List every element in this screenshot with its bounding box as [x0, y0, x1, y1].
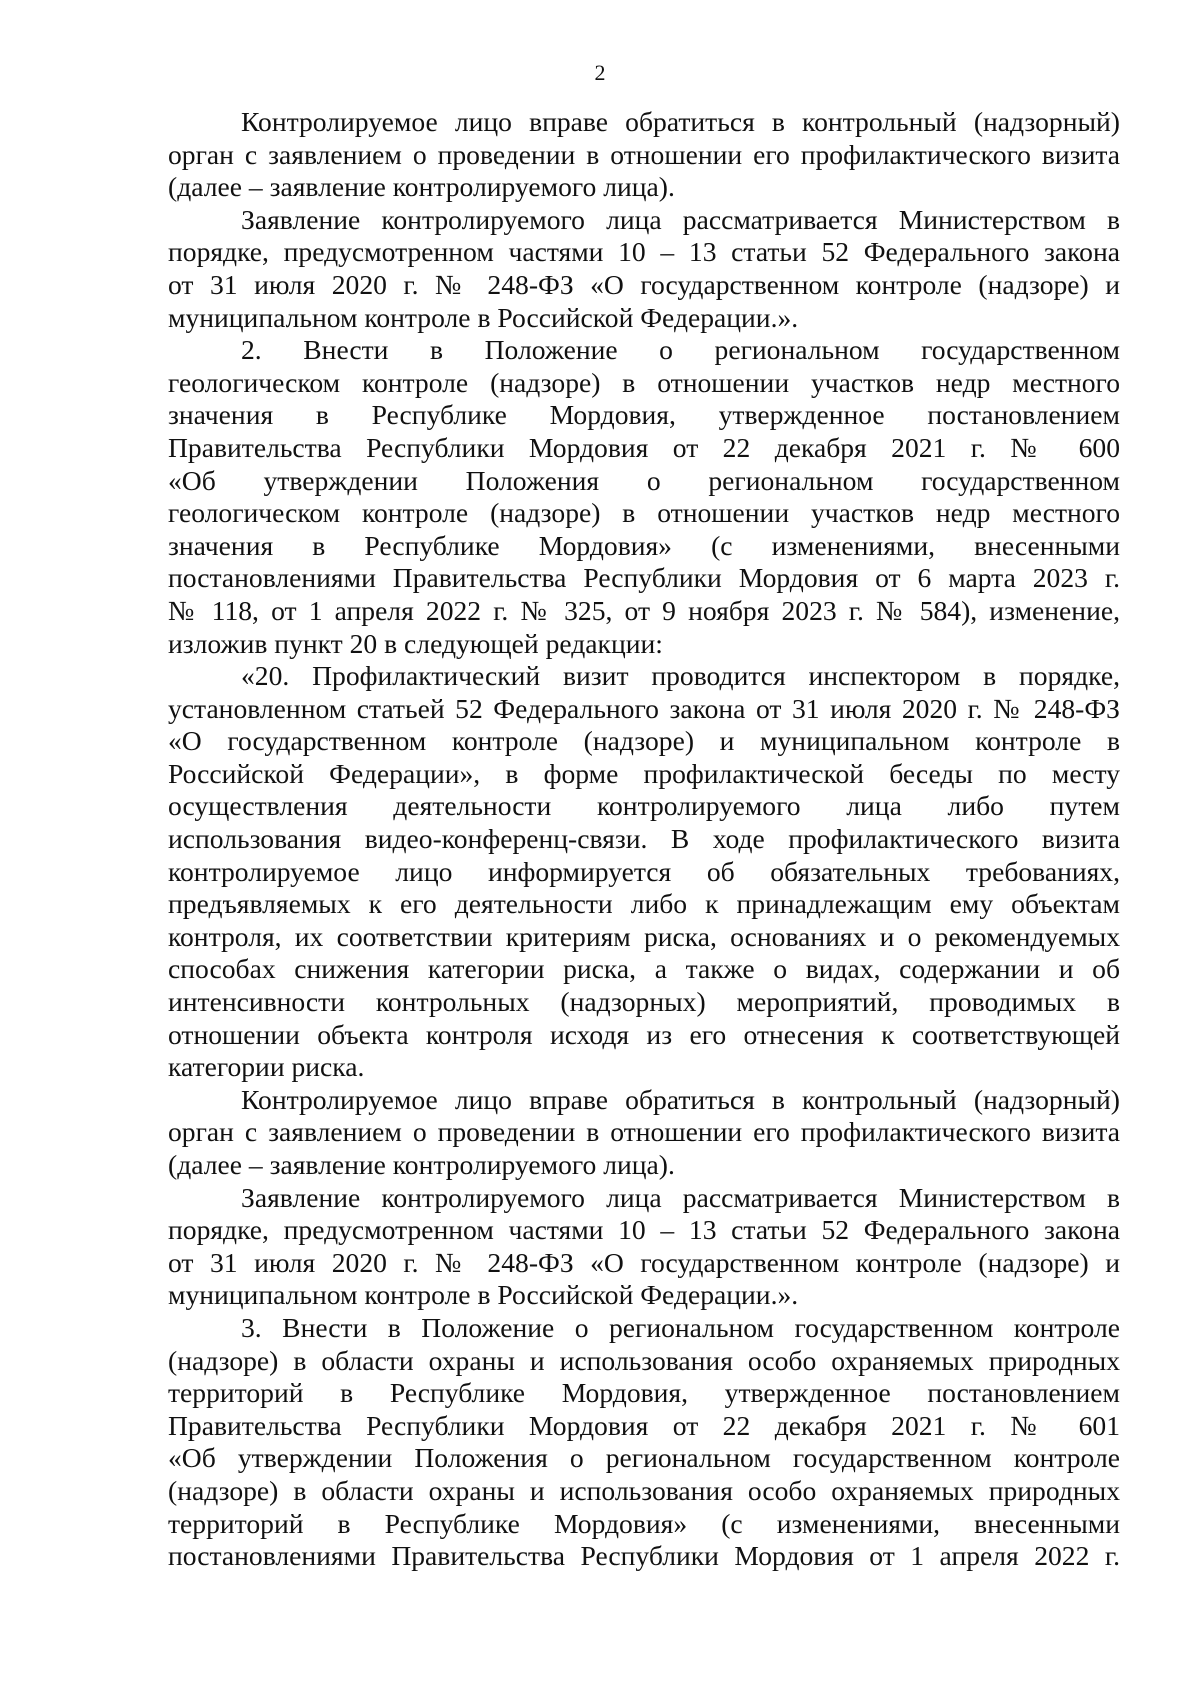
text-line: постановлениями Правительства Республики Мордовия от 1 апреля 2022 г. — [168, 1540, 1120, 1572]
text-line: территорий в Республике Мордовия» (с изменениями, внесенными — [168, 1507, 1120, 1539]
text-line: использования видео-конференц-связи. В ходе профилактического визита — [168, 823, 1120, 855]
text-line: орган с заявлением о проведении в отношении его профилактического визита — [168, 138, 1120, 170]
text-line: отношении объекта контроля исходя из его отнесения к соответствующей — [168, 1018, 1120, 1050]
document-body — [168, 106, 1120, 1573]
text-line: изложив пункт 20 в следующей редакции: — [168, 627, 663, 659]
text-line: муниципальном контроле в Российской Федерации.». — [168, 1279, 799, 1311]
text-line: Правительства Республики Мордовия от 22 декабря 2021 г. № 600 — [168, 431, 1120, 463]
text-line: способах снижения категории риска, а также о видах, содержании и об — [168, 953, 1120, 985]
text-line: установленном статьей 52 Федерального закона от 31 июля 2020 г. № 248-ФЗ — [168, 692, 1120, 724]
text-line: предъявляемых к его деятельности либо к принадлежащим ему объектам — [168, 888, 1120, 920]
text-line: Правительства Республики Мордовия от 22 декабря 2021 г. № 601 — [168, 1409, 1120, 1441]
text-line: значения в Республике Мордовия, утвержденное постановлением — [168, 399, 1120, 431]
text-line: Контролируемое лицо вправе обратиться в контрольный (надзорный) — [241, 106, 1120, 137]
text-line: контроля, их соответствии критериям риска, основаниях и о рекомендуемых — [168, 920, 1120, 952]
text-line: 2. Внести в Положение о региональном государственном — [241, 334, 1120, 366]
text-line: категории риска. — [168, 1051, 365, 1083]
text-line: осуществления деятельности контролируемого лица либо путем — [168, 790, 1120, 822]
text-line: (надзоре) в области охраны и использования особо охраняемых природных — [168, 1344, 1120, 1376]
text-line: интенсивности контрольных (надзорных) мероприятий, проводимых в — [168, 986, 1120, 1018]
text-line: (далее – заявление контролируемого лица). — [168, 1149, 675, 1180]
text-line: орган с заявлением о проведении в отношении его профилактического визита — [168, 1116, 1120, 1148]
text-line: «Об утверждении Положения о региональном государственном контроле — [168, 1442, 1120, 1474]
text-line: порядке, предусмотренном частями 10 – 13 статьи 52 Федерального закона — [168, 1214, 1120, 1246]
text-line: контролируемое лицо информируется об обязательных требованиях, — [168, 855, 1120, 887]
text-line: порядке, предусмотренном частями 10 – 13 статьи 52 Федерального закона — [168, 236, 1120, 268]
text-line: (далее – заявление контролируемого лица). — [168, 171, 675, 203]
page-number: 2 — [594, 60, 606, 85]
text-line: муниципальном контроле в Российской Федерации.». — [168, 301, 799, 333]
text-line: (надзоре) в области охраны и использования особо охраняемых природных — [168, 1474, 1120, 1506]
text-line: 3. Внести в Положение о региональном государственном контроле — [241, 1311, 1120, 1343]
text-line: Заявление контролируемого лица рассматривается Министерством в — [241, 1181, 1120, 1213]
text-line: территорий в Республике Мордовия, утвержденное постановлением — [168, 1377, 1120, 1409]
text-line: Российской Федерации», в форме профилактической беседы по месту — [168, 757, 1120, 789]
text-line: геологическом контроле (надзоре) в отношении участков недр местного — [168, 497, 1120, 529]
text-line: Заявление контролируемого лица рассматривается Министерством в — [241, 203, 1120, 235]
text-line: Контролируемое лицо вправе обратиться в контрольный (надзорный) — [241, 1083, 1120, 1115]
text-line: постановлениями Правительства Республики Мордовия от 6 марта 2023 г. — [168, 562, 1120, 594]
text-line: «О государственном контроле (надзоре) и муниципальном контроле в — [168, 725, 1120, 757]
text-line: «Об утверждении Положения о региональном государственном — [168, 464, 1120, 496]
text-line: значения в Республике Мордовия» (с изменениями, внесенными — [168, 529, 1120, 561]
text-line: от 31 июля 2020 г. № 248-ФЗ «О государственном контроле (надзоре) и — [168, 1246, 1120, 1278]
text-line: геологическом контроле (надзоре) в отношении участков недр местного — [168, 366, 1120, 398]
text-line: от 31 июля 2020 г. № 248-ФЗ «О государственном контроле (надзоре) и — [168, 268, 1120, 300]
text-line: № 118, от 1 апреля 2022 г. № 325, от 9 ноября 2023 г. № 584), изменение, — [168, 594, 1120, 626]
text-line: «20. Профилактический визит проводится инспектором в порядке, — [241, 660, 1120, 692]
